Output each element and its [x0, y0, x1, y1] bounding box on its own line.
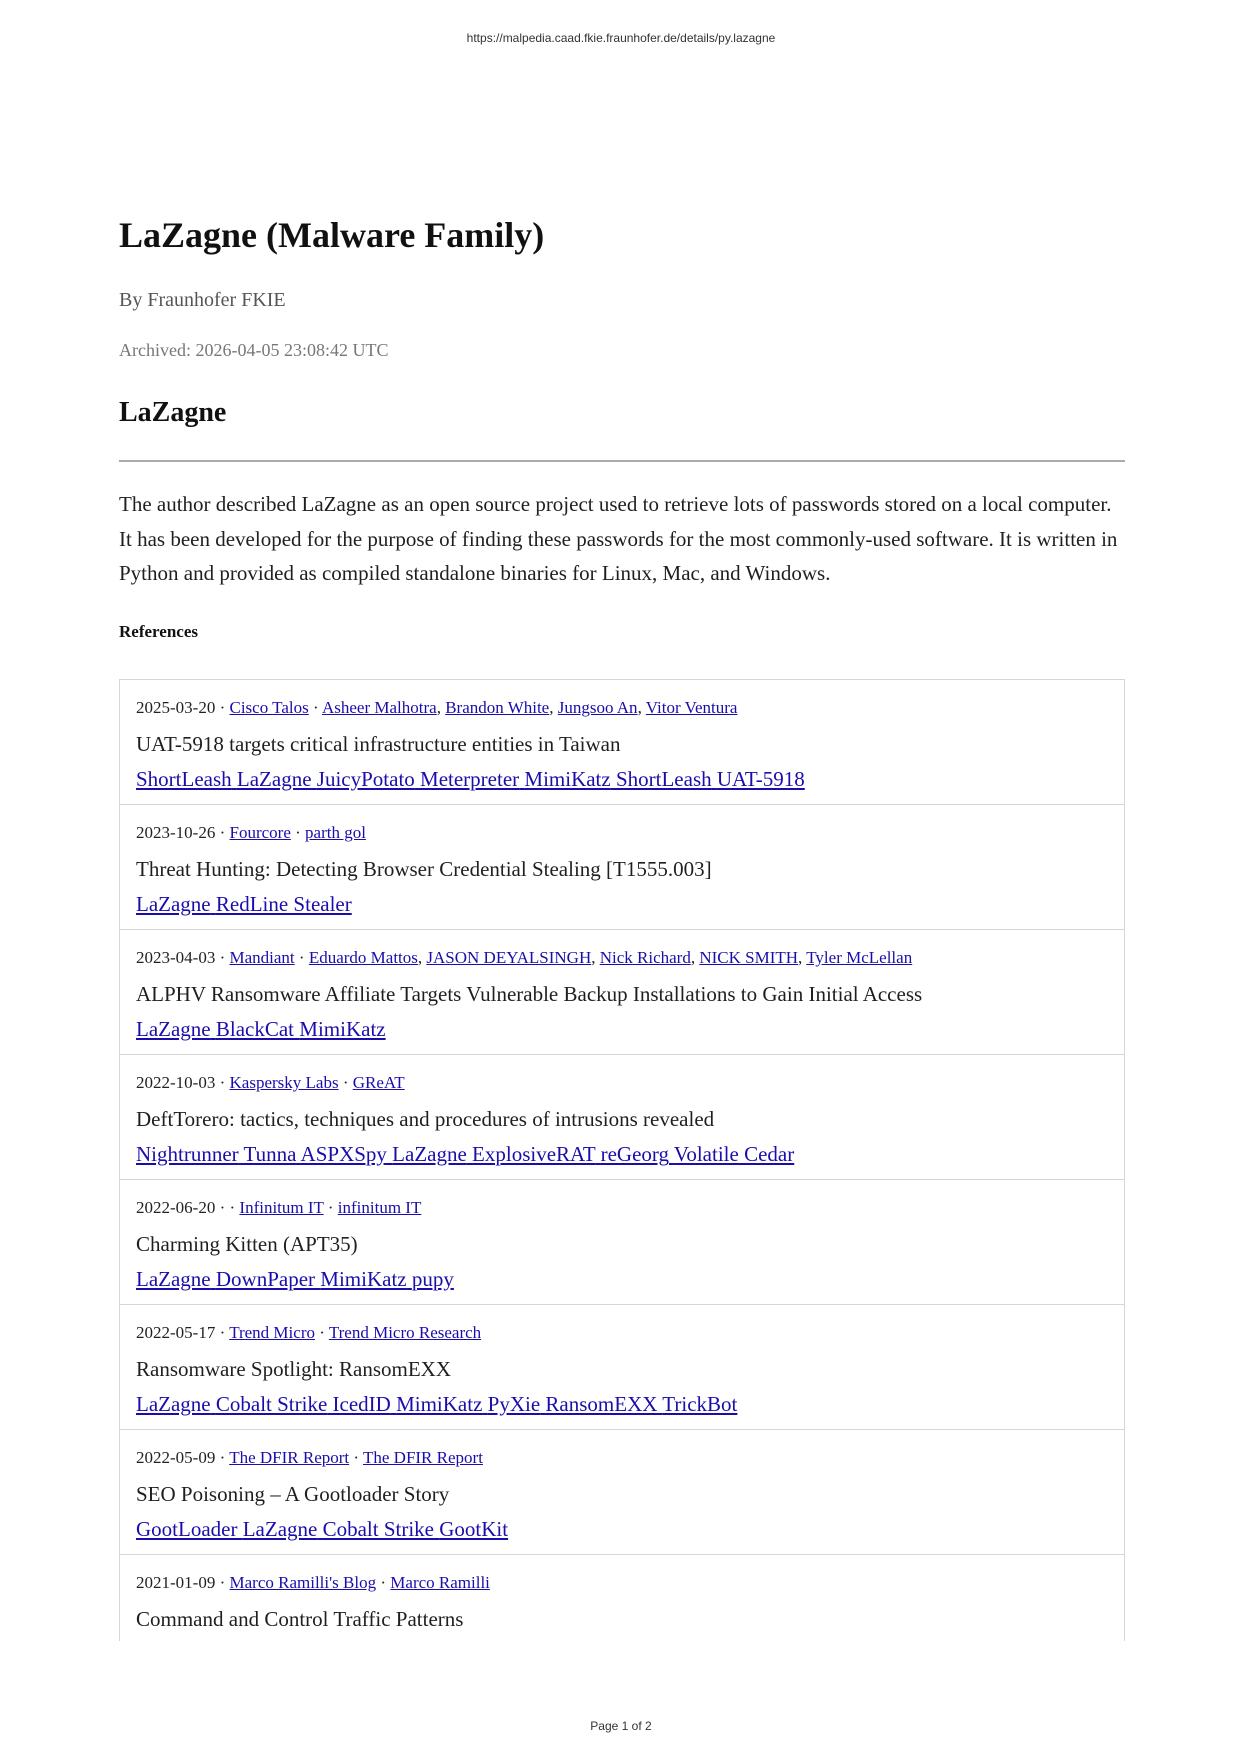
reference-author-link[interactable]: Tyler McLellan	[806, 948, 913, 967]
reference-meta: 2025-03-20 · Cisco Talos · Asheer Malhotra, Brandon White, Jungsoo An, Vitor Ventura	[136, 698, 738, 717]
reference-meta: 2022-05-17 · Trend Micro · Trend Micro Research	[136, 1323, 482, 1342]
reference-org-link[interactable]: Infinitum IT	[239, 1198, 324, 1217]
reference-title: Threat Hunting: Detecting Browser Credential Stealing [T1555.003]	[136, 857, 712, 881]
family-description: The author described LaZagne as an open source project used to retrieve lots of passwords stored on a local computer. It has been developed for the purpose of finding these passwords for the most commonly-used software. It is written in Python and provided as compiled standalone binaries for Linux, Mac, and Windows.	[119, 492, 1118, 585]
reference-meta: 2022-06-20 · · Infinitum IT · infinitum IT	[136, 1198, 422, 1217]
reference-date: 2022-06-20	[136, 1198, 216, 1217]
reference-author-link[interactable]: parth gol	[305, 823, 366, 842]
reference-meta: 2021-01-09 · Marco Ramilli's Blog · Marco Ramilli	[136, 1573, 490, 1592]
family-link[interactable]: LaZagne	[242, 1517, 318, 1541]
family-link[interactable]: DownPaper	[215, 1267, 316, 1291]
print-header-url: https://malpedia.caad.fkie.fraunhofer.de/details/py.lazagne	[466, 31, 776, 45]
reference-author-link[interactable]: Nick Richard	[599, 948, 691, 967]
reference-meta: 2023-10-26 · Fourcore · parth gol	[136, 823, 366, 842]
family-link[interactable]: pupy	[411, 1267, 454, 1291]
family-link[interactable]: LaZagne	[136, 1392, 211, 1416]
reference-families	[136, 1265, 454, 1293]
reference-date: 2023-04-03	[136, 948, 216, 967]
reference-author-link[interactable]: Brandon White	[445, 698, 550, 717]
family-link[interactable]: BlackCat	[215, 1017, 295, 1041]
reference-item	[120, 1055, 1124, 1180]
family-link[interactable]: ShortLeash	[615, 767, 712, 791]
family-link[interactable]: LaZagne	[136, 1267, 211, 1291]
family-link[interactable]: TrickBot	[662, 1392, 738, 1416]
reference-author-link[interactable]: GReAT	[352, 1073, 405, 1092]
family-link[interactable]: JuicyPotato	[316, 767, 415, 791]
family-link[interactable]: Cobalt Strike	[322, 1517, 435, 1541]
reference-title: DeftTorero: tactics, techniques and procedures of intrusions revealed	[136, 1107, 715, 1131]
family-link[interactable]: ASPXSpy	[300, 1142, 387, 1166]
section-title: LaZagne	[119, 397, 227, 428]
family-link[interactable]: reGeorg	[600, 1142, 670, 1166]
byline: By Fraunhofer FKIE	[119, 289, 286, 311]
family-link[interactable]: LaZagne	[392, 1142, 467, 1166]
reference-author-link[interactable]: Asheer Malhotra	[321, 698, 437, 717]
reference-author-link[interactable]: Eduardo Mattos	[308, 948, 418, 967]
family-link[interactable]: GootKit	[439, 1517, 509, 1541]
family-link[interactable]: Volatile Cedar	[673, 1142, 795, 1166]
family-link[interactable]: Cobalt Strike	[215, 1392, 328, 1416]
family-link[interactable]: UAT-5918	[716, 767, 805, 791]
reference-title: ALPHV Ransomware Affiliate Targets Vulnerable Backup Installations to Gain Initial Access	[136, 982, 923, 1006]
family-link[interactable]: MimiKatz	[396, 1392, 483, 1416]
reference-meta: 2023-04-03 · Mandiant · Eduardo Mattos, JASON DEYALSINGH, Nick Richard, NICK SMITH, Tyler McLellan	[136, 948, 913, 967]
reference-title: SEO Poisoning – A Gootloader Story	[136, 1482, 450, 1506]
reference-date: 2022-05-17	[136, 1323, 216, 1342]
reference-families	[136, 1140, 794, 1168]
reference-org-link[interactable]: Fourcore	[229, 823, 291, 842]
reference-author-link[interactable]: NICK SMITH	[699, 948, 799, 967]
reference-date: 2021-01-09	[136, 1573, 216, 1592]
reference-date: 2023-10-26	[136, 823, 216, 842]
reference-author-link[interactable]: Jungsoo An	[557, 698, 638, 717]
family-link[interactable]: ExplosiveRAT	[472, 1142, 596, 1166]
reference-org-link[interactable]: Mandiant	[229, 948, 295, 967]
family-link[interactable]: ShortLeash	[136, 767, 232, 791]
reference-date: 2022-05-09	[136, 1448, 216, 1467]
family-link[interactable]: LaZagne	[236, 767, 312, 791]
reference-item	[120, 805, 1124, 930]
references-list	[119, 679, 1125, 1641]
reference-org-link[interactable]: Marco Ramilli's Blog	[229, 1573, 377, 1592]
reference-item	[120, 1555, 1124, 1641]
reference-families	[136, 1515, 508, 1543]
references-heading: References	[119, 622, 198, 641]
reference-item	[120, 680, 1124, 805]
reference-families	[136, 1015, 386, 1043]
reference-title: Charming Kitten (APT35)	[136, 1232, 358, 1256]
family-link[interactable]: Meterpreter	[420, 767, 520, 791]
archived-timestamp: Archived: 2026-04-05 23:08:42 UTC	[119, 340, 389, 360]
family-link[interactable]: RansomEXX	[545, 1392, 658, 1416]
reference-org-link[interactable]: Trend Micro	[229, 1323, 315, 1342]
page-number: Page 1 of 2	[590, 1719, 652, 1733]
page-title: LaZagne (Malware Family)	[119, 215, 545, 255]
section-divider	[119, 460, 1125, 462]
reference-org-link[interactable]: Cisco Talos	[229, 698, 309, 717]
family-link[interactable]: RedLine Stealer	[215, 892, 352, 916]
family-link[interactable]: LaZagne	[136, 1017, 211, 1041]
family-link[interactable]: GootLoader	[136, 1517, 238, 1541]
reference-author-link[interactable]: infinitum IT	[337, 1198, 422, 1217]
family-link[interactable]: LaZagne	[136, 892, 211, 916]
reference-title: Ransomware Spotlight: RansomEXX	[136, 1357, 451, 1381]
family-link[interactable]: IcedID	[332, 1392, 391, 1416]
reference-org-link[interactable]: The DFIR Report	[229, 1448, 350, 1467]
reference-meta: 2022-05-09 · The DFIR Report · The DFIR Report	[136, 1448, 483, 1467]
reference-families	[136, 1390, 737, 1418]
reference-author-link[interactable]: Marco Ramilli	[390, 1573, 490, 1592]
reference-item	[120, 1430, 1124, 1555]
family-link[interactable]: PyXie	[487, 1392, 541, 1416]
reference-author-link[interactable]: The DFIR Report	[362, 1448, 483, 1467]
reference-org-link[interactable]: Kaspersky Labs	[229, 1073, 339, 1092]
reference-item	[120, 1305, 1124, 1430]
family-link[interactable]: Nightrunner	[136, 1142, 239, 1166]
reference-title: Command and Control Traffic Patterns	[136, 1607, 464, 1631]
reference-author-link[interactable]: JASON DEYALSINGH	[426, 948, 592, 967]
reference-date: 2022-10-03	[136, 1073, 216, 1092]
reference-families	[136, 890, 352, 918]
family-link[interactable]: MimiKatz	[524, 767, 611, 791]
reference-item	[120, 930, 1124, 1055]
reference-author-link[interactable]: Trend Micro Research	[328, 1323, 482, 1342]
reference-title: UAT-5918 targets critical infrastructure entities in Taiwan	[136, 732, 621, 756]
family-link[interactable]: MimiKatz	[320, 1267, 407, 1291]
family-link[interactable]: Tunna	[243, 1142, 297, 1166]
reference-author-link[interactable]: Vitor Ventura	[645, 698, 738, 717]
reference-families	[136, 765, 805, 793]
reference-date: 2025-03-20	[136, 698, 216, 717]
reference-item	[120, 1180, 1124, 1305]
family-link[interactable]: MimiKatz	[299, 1017, 386, 1041]
reference-meta: 2022-10-03 · Kaspersky Labs · GReAT	[136, 1073, 405, 1092]
